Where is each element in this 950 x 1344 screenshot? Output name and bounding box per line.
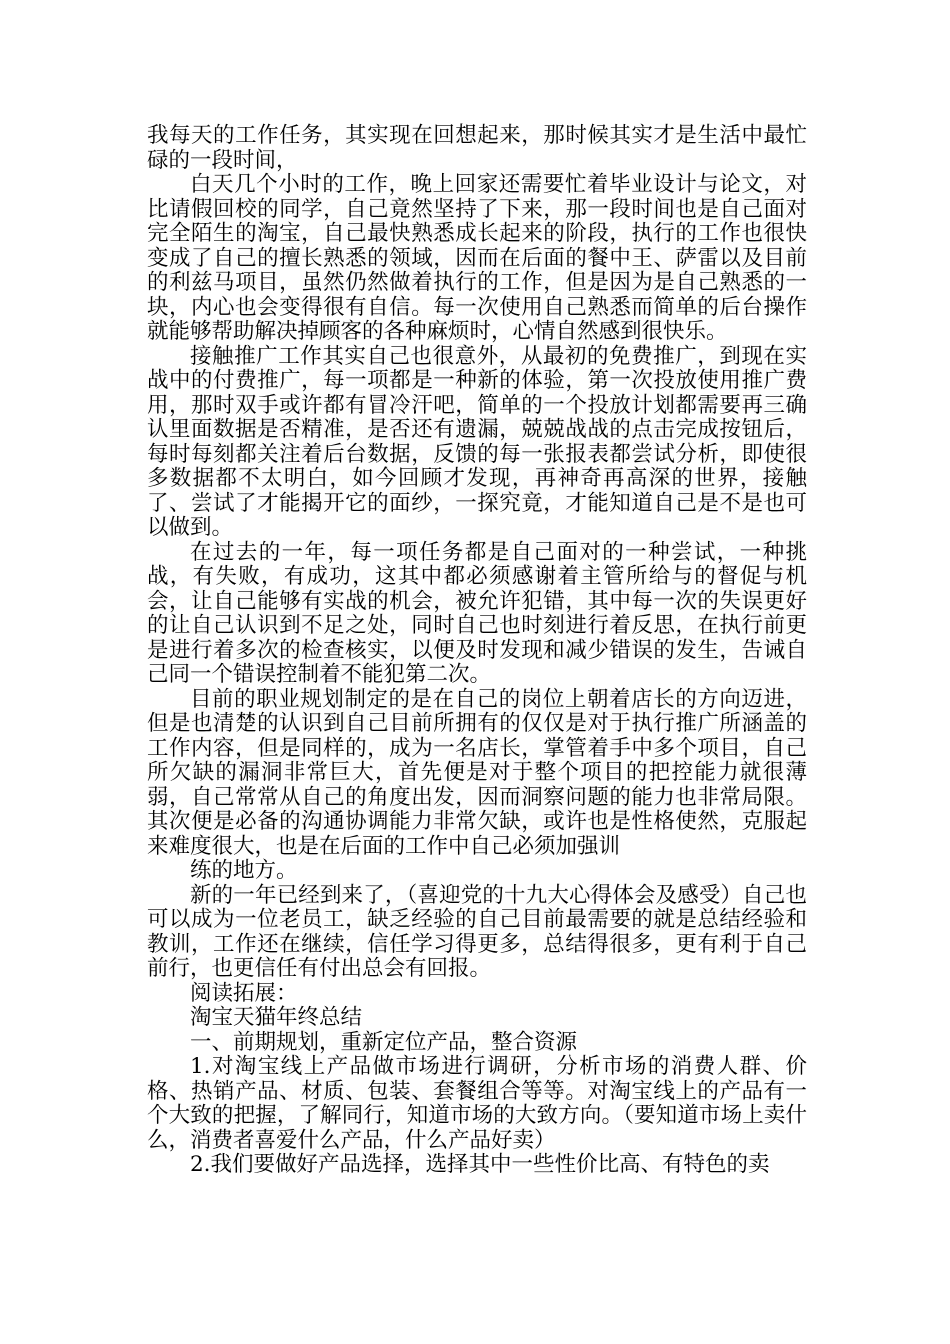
section-title: 淘宝天猫年终总结 [190,1005,363,1030]
paragraph-4: 在过去的一年，每一项任务都是自己面对的一种尝试，一种挑战，有失败，有成功，这其中都必须感谢着主管所给与的督促与机会，让自己能够有实战的机会，被允许犯错，其中每一次的失误更好的让自己认识到不足之处，同时自己也时刻进行着反思，在执行前更是进行着多次的检查核实，以便及时发现和减少错误的发生，告诫自己同一个错误控制着不能犯第二次。 [147,539,807,687]
paragraph-6: 练的地方。 [190,858,298,883]
paragraph-2: 白天几个小时的工作，晚上回家还需要忙着毕业设计与论文，对比请假回校的同学，自己竟然坚持了下来，那一段时间也是自己面对完全陌生的淘宝，自己最快熟悉成长起来的阶段，执行的工作也很快变成了自己的擅长熟悉的领域，因而在后面的餐中王、萨雷以及目前的利兹马项目，虽然仍然做着执行的工作，但是因为是自己熟悉的一块，内心也会变得很有自信。每一次使用自己熟悉而简单的后台操作就能够帮助解决掉顾客的各种麻烦时，心情自然感到很快乐。 [147,172,807,344]
list-item-2: 2.我们要做好产品选择，选择其中一些性价比高、有特色的卖 [190,1152,770,1177]
paragraph-1: 我每天的工作任务，其实现在回想起来，那时候其实才是生活中最忙碌的一段时间， [147,123,807,173]
paragraph-5: 目前的职业规划制定的是在自己的岗位上朝着店长的方向迈进，但是也清楚的认识到自己目前所拥有的仅仅是对于执行推广所涵盖的工作内容，但是同样的，成为一名店长，掌管着手中多个项目，自己所欠缺的漏洞非常巨大，首先便是对于整个项目的把控能力就很薄弱，自己常常从自己的角度出发，因而洞察问题的能力也非常局限。其次便是必备的沟通协调能力非常欠缺，或许也是性格使然，克服起来难度很大，也是在后面的工作中自己必须加强训 [147,686,807,859]
paragraph-7: 新的一年已经到来了，（喜迎党的十九大心得体会及感受）自己也可以成为一位老员工，缺乏经验的自己目前最需要的就是总结经验和教训，工作还在继续，信任学习得更多，总结得很多，更有利于自己前行，也更信任有付出总会有回报。 [147,882,807,981]
paragraph-3: 接触推广工作其实自己也很意外，从最初的免费推广，到现在实战中的付费推广，每一项都是一种新的体验，第一次投放使用推广费用，那时双手或许都有冒冷汗吧，简单的一个投放计划都需要再三确认里面数据是否精准，是否还有遗漏，兢兢战战的点击完成按钮后，每时每刻都关注着后台数据，反馈的每一张报表都尝试分析，即使很多数据都不太明白，如今回顾才发现，再神奇再高深的世界，接触了、尝试了才能揭开它的面纱，一探究竟，才能知道自己是不是也可以做到。 [147,343,807,540]
list-item-1: 1.对淘宝线上产品做市场进行调研，分析市场的消费人群、价格、热销产品、材质、包装、套餐组合等等。对淘宝线上的产品有一个大致的把握，了解同行，知道市场的大致方向。（要知道市场上卖什么，消费者喜爱什么产品，什么产品好卖） [147,1054,807,1153]
section-heading-1: 一、前期规划，重新定位产品，整合资源 [190,1029,578,1055]
reading-extension-label: 阅读拓展： [190,980,298,1006]
document-body [147,124,807,1178]
